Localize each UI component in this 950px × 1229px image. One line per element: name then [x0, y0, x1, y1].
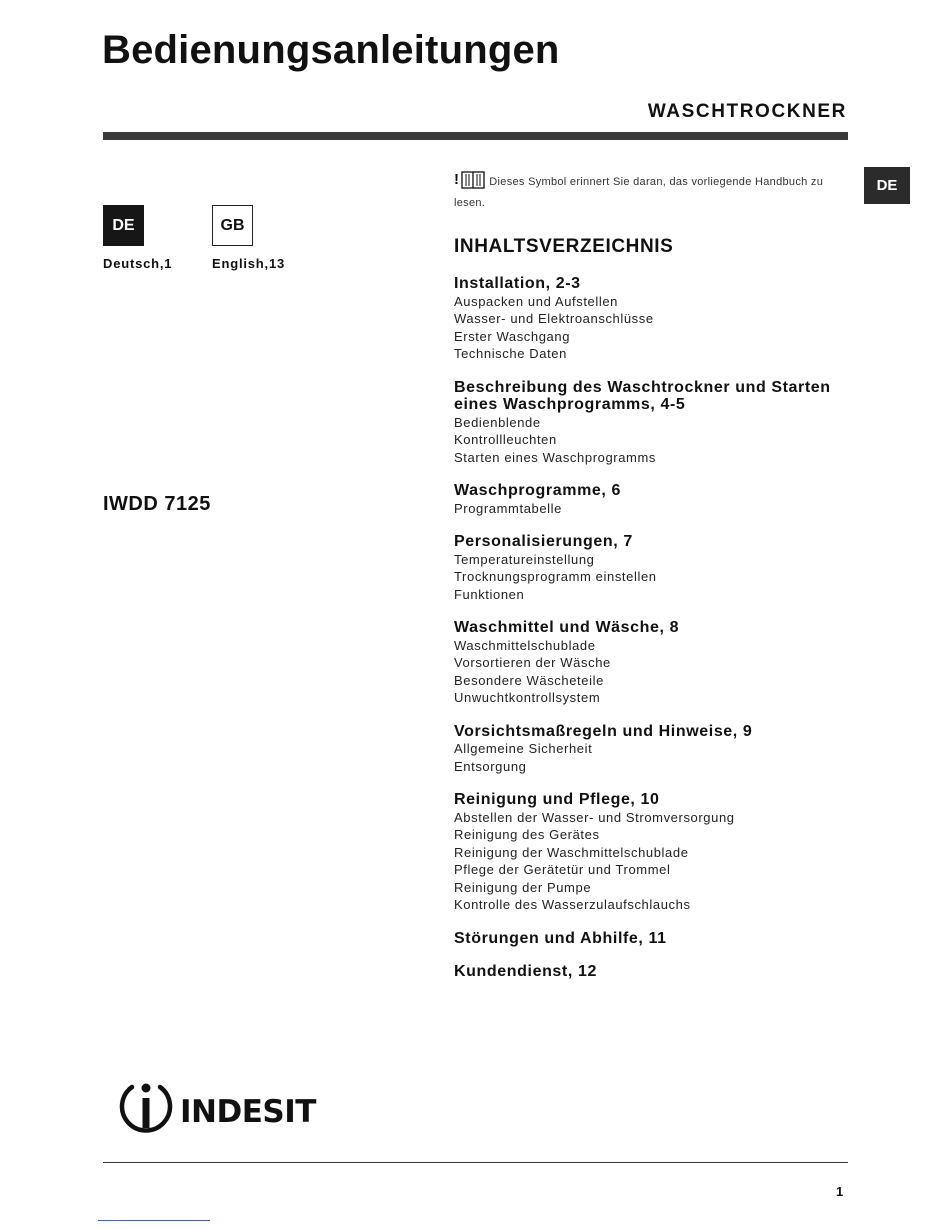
toc-section: [454, 963, 854, 981]
toc-section-title[interactable]: Waschmittel und Wäsche, 8: [454, 619, 680, 636]
toc-item[interactable]: Erster Waschgang: [454, 328, 571, 344]
toc-item[interactable]: Trocknungsprogramm einstellen: [454, 569, 657, 584]
toc-item[interactable]: Technische Daten: [454, 346, 567, 361]
toc-item[interactable]: Reinigung der Pumpe: [454, 879, 592, 895]
link-underline[interactable]: [98, 1220, 210, 1221]
toc-section: [454, 482, 854, 517]
toc-item[interactable]: Entsorgung: [454, 758, 527, 774]
toc-section: [454, 930, 854, 948]
table-of-contents: [454, 275, 854, 981]
toc-section: [454, 619, 854, 707]
toc-item[interactable]: Starten eines Waschprogramms: [454, 449, 656, 465]
toc-item[interactable]: Waschmittelschublade: [454, 637, 596, 653]
page-number: 1: [836, 1184, 844, 1199]
toc-item[interactable]: Wasser- und Elektroanschlüsse: [454, 311, 654, 326]
notice-text: Dieses Symbol erinnert Sie daran, das vorliegende Handbuch zu lesen.: [454, 176, 824, 209]
toc-heading: INHALTSVERZEICHNIS: [454, 236, 674, 257]
toc-item[interactable]: Bedienblende: [454, 414, 541, 430]
toc-item[interactable]: Reinigung der Waschmittelschublade: [454, 844, 689, 860]
language-label-gb[interactable]: English,13: [212, 256, 286, 271]
toc-section-title[interactable]: Kundendienst, 12: [454, 963, 597, 980]
toc-section: [454, 791, 854, 914]
toc-section-title[interactable]: Installation, 2-3: [454, 275, 581, 292]
footer-rule: [103, 1162, 848, 1163]
toc-item[interactable]: Pflege der Gerätetür und Trommel: [454, 862, 671, 877]
model-number: IWDD 7125: [103, 493, 211, 515]
toc-section-title[interactable]: Vorsichtsmaßregeln und Hinweise, 9: [454, 722, 753, 740]
svg-text:INDESIT: INDESIT: [180, 1094, 316, 1130]
toc-section: [454, 275, 854, 363]
toc-section: [454, 533, 854, 603]
header-divider-bar: [103, 132, 848, 140]
toc-section-title[interactable]: Beschreibung des Waschtrockner und Starten eines Waschprogramms, 4-5: [454, 378, 831, 413]
indesit-logo-icon: [118, 1078, 333, 1138]
toc-item[interactable]: Kontrolle des Wasserzulaufschlauchs: [454, 897, 691, 912]
language-box-gb[interactable]: GB: [212, 205, 253, 246]
exclamation-mark: !: [454, 171, 460, 188]
toc-item[interactable]: Allgemeine Sicherheit: [454, 741, 593, 756]
language-side-tab[interactable]: DE: [864, 167, 910, 204]
toc-item[interactable]: Reinigung des Gerätes: [454, 827, 600, 842]
language-box-de[interactable]: DE: [103, 205, 144, 246]
toc-item[interactable]: Kontrollleuchten: [454, 432, 557, 447]
language-label-de[interactable]: Deutsch,1: [103, 256, 173, 271]
toc-item[interactable]: Funktionen: [454, 586, 525, 602]
toc-item[interactable]: Programmtabelle: [454, 500, 562, 516]
toc-item[interactable]: Temperatureinstellung: [454, 551, 595, 567]
toc-item[interactable]: Auspacken und Aufstellen: [454, 293, 619, 309]
toc-section-title[interactable]: Waschprogramme, 6: [454, 482, 621, 499]
indesit-logo: [118, 1078, 333, 1143]
toc-item[interactable]: Unwuchtkontrollsystem: [454, 690, 601, 705]
manual-notice: [454, 169, 848, 214]
toc-item[interactable]: Besondere Wäscheteile: [454, 672, 604, 688]
toc-item[interactable]: Vorsortieren der Wäsche: [454, 655, 611, 670]
product-category: WASCHTROCKNER: [647, 101, 847, 122]
toc-section-title[interactable]: Störungen und Abhilfe, 11: [454, 929, 667, 947]
book-icon: [461, 170, 485, 190]
document-title: Bedienungsanleitungen: [102, 28, 560, 72]
toc-item[interactable]: Abstellen der Wasser- und Stromversorgung: [454, 809, 735, 825]
toc-section: [454, 723, 854, 776]
toc-section: [454, 379, 854, 467]
toc-section-title[interactable]: Reinigung und Pflege, 10: [454, 791, 660, 808]
toc-section-title[interactable]: Personalisierungen, 7: [454, 533, 633, 550]
